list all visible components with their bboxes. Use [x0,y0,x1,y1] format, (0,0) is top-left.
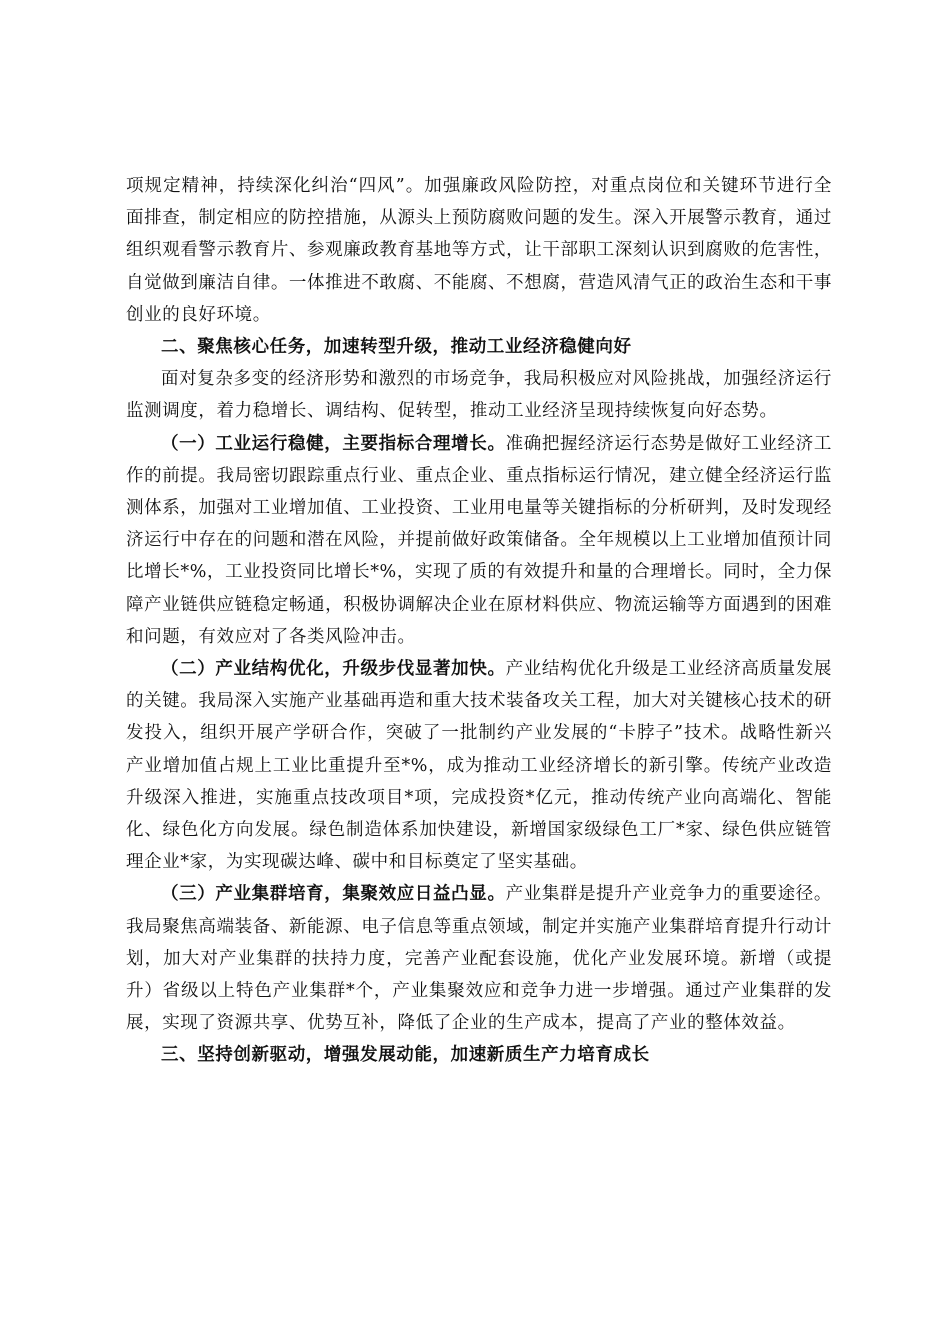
section-heading-2: 二、聚焦核心任务，加速转型升级，推动工业经济稳健向好 [161,337,632,358]
document-page [126,170,832,1072]
paragraph-subsection-2 [126,653,832,878]
subsection-3-title: （三）产业集群培育，集聚效应日益凸显。 [161,884,506,905]
subsection-3-body: 产业集群是提升产业竞争力的重要途径。我局聚焦高端装备、新能源、电子信息等重点领域，制定并实施产业集群培育提升行动计划，加大对产业集群的扶持力度，完善产业配套设施，优化产业发展环境。新增（或提升）省级以上特色产业集群*个，产业集聚效应和竞争力进一步增强。通过产业集群的发展，实现了资源共享、优势互补，降低了企业的生产成本，提高了产业的整体效益。 [126,884,832,1034]
paragraph-section-2-intro: 面对复杂多变的经济形势和激烈的市场竞争，我局积极应对风险挑战，加强经济运行监测调度，着力稳增长、调结构、促转型，推动工业经济呈现持续恢复向好态势。 [126,369,832,422]
paragraph-continued: 项规定精神，持续深化纠治“四风”。加强廉政风险防控，对重点岗位和关键环节进行全面排查，制定相应的防控措施，从源头上预防腐败问题的发生。深入开展警示教育，通过组织观看警示教育片、参观廉政教育基地等方式，让干部职工深刻认识到腐败的危害性，自觉做到廉洁自律。一体推进不敢腐、不能腐、不想腐，营造风清气正的政治生态和干事创业的良好环境。 [126,176,832,325]
subsection-2-title: （二）产业结构优化，升级步伐显著加快。 [161,659,506,680]
paragraph-subsection-1 [126,428,832,653]
subsection-2-body: 产业结构优化升级是工业经济高质量发展的关键。我局深入实施产业基础再造和重大技术装备攻关工程，加大对关键核心技术的研发投入，组织开展产学研合作，突破了一批制约产业发展的“卡脖子”技术。战略性新兴产业增加值占规上工业比重提升至*%，成为推动工业经济增长的新引擎。传统产业改造升级深入推进，实施重点技改项目*项，完成投资*亿元，推动传统产业向高端化、智能化、绿色化方向发展。绿色制造体系加快建设，新增国家级绿色工厂*家、绿色供应链管理企业*家，为实现碳达峰、碳中和目标奠定了坚实基础。 [126,659,832,873]
paragraph-subsection-3 [126,878,832,1039]
subsection-1-title: （一）工业运行稳健，主要指标合理增长。 [161,433,506,454]
subsection-1-body: 准确把握经济运行态势是做好工业经济工作的前提。我局密切跟踪重点行业、重点企业、重点指标运行情况，建立健全经济运行监测体系，加强对工业增加值、工业投资、工业用电量等关键指标的分析研判，及时发现经济运行中存在的问题和潜在风险，并提前做好政策储备。全年规模以上工业增加值预计同比增长*%，工业投资同比增长*%，实现了质的有效提升和量的合理增长。同时，全力保障产业链供应链稳定畅通，积极协调解决企业在原材料供应、物流运输等方面遇到的困难和问题，有效应对了各类风险冲击。 [126,433,832,647]
section-heading-3: 三、坚持创新驱动，增强发展动能，加速新质生产力培育成长 [161,1045,650,1066]
